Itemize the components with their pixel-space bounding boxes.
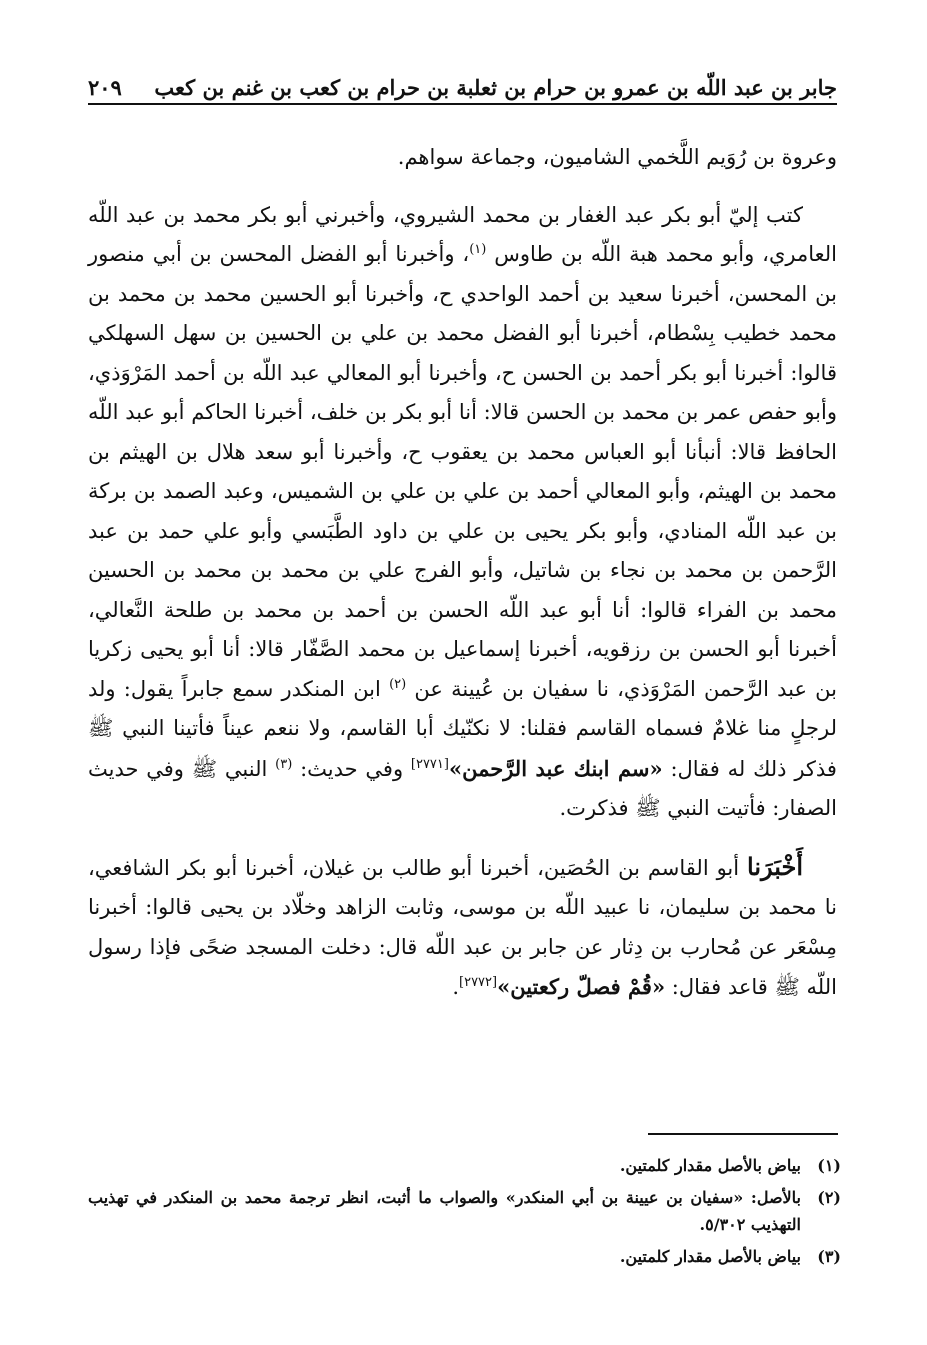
footnote-1 (88, 1152, 841, 1179)
footnote-separator (648, 1133, 838, 1135)
footnote-ref-3: (٣) (275, 756, 293, 772)
footnote-2 (88, 1184, 841, 1238)
paragraph-3-text-a: أبو القاسم بن الحُصَين، أخبرنا أبو طالب بن غيلان، أخبرنا أبو بكر الشافعي، نا محمد بن سليمان، نا عبيد اللّه بن موسى، وثابت الزاهد وخلّاد بن يحيى قالوا: أخبرنا مِسْعَر عن مُحارب بن دِثار عن جابر بن عبد اللّه قال: دخلت المسجد ضحًى فإذا رسول اللّه ﷺ قاعد فقال: (88, 855, 837, 999)
hadith-quote-1: «سم ابنك عبد الرَّحمن» (448, 755, 663, 781)
paragraph-1: وعروة بن رُوَيم اللَّخمي الشاميون، وجماعة سواهم. (397, 145, 837, 169)
paragraph-2-text-a: كتب إليّ أبو بكر عبد الغفار بن محمد الشيروي، وأخبرني أبو بكر محمد بن عبد اللّه العامري، وأبو محمد هبة اللّه بن طاوس (88, 202, 837, 266)
hadith-number-1: [٢٧٧١] (410, 756, 449, 772)
hadith-quote-2: «قُمْ فصلّ ركعتين» (497, 974, 666, 999)
paragraph-2-text-b: ، وأخبرنا أبو الفضل المحسن بن أبي منصور بن المحسن، أخبرنا سعيد بن أحمد الواحدي ح، وأخبرنا أبو الحسين محمد بن محمد بن محمد خطيب بِسْطام، أخبرنا أبو الفضل محمد بن علي بن الحسين بن سهل السهلكي قالوا: أخبرنا أبو بكر أحمد بن الحسن ح، وأخبرنا أبو المعالي عبد اللّه بن أحمد المَرْوَذي، وأبو حفص عمر بن محمد بن الحسن قالا: أنا أبو بكر بن خلف، أخبرنا الحاكم أبو عبد اللّه الحافظ قالا: أنبأنا أبو العباس محمد بن يعقوب ح، وأخبرنا أبو سعد هلال بن الهيثم بن محمد بن الهيثم، وأبو المعالي أحمد بن علي بن علي بن الشميس، وعبد الصمد بن بركة بن عبد اللّه المنادي، وأبو بكر يحيى بن علي بن داود الطَّبَسي وأبو علي حمد بن عبد الرَّحمن بن محمد بن نجاء بن شاتيل، وأبو الفرج علي بن محمد بن محمد بن الحسين محمد بن الفراء قالوا: أنا أبو عبد اللّه الحسن بن أحمد بن محمد بن طلحة النَّعالي، أخبرنا أبو الحسن بن رزقويه، أخبرنا إسماعيل بن محمد الصَّفّار قالا: أنا أبو يحيى زكريا بن عبد الرَّحمن المَرْوَذي، نا سفيان بن عُيينة عن (88, 242, 838, 701)
footnote-3-text: بياض بالأصل مقدار كلمتين. (619, 1247, 801, 1266)
footnote-2-number: (٢) (817, 1188, 841, 1207)
paragraph-2 (88, 196, 837, 829)
page-number: ٢٠٩ (88, 75, 122, 100)
paragraph-2-text-c: ابن المنكدر سمع جابراً يقول: ولد لرجلٍ منا غلامٌ فسماه القاسم فقلنا: لا نكنّيك أبا القاسم، ولا ننعم عيناً فأتينا النبي ﷺ فذكر ذلك له فقال: (88, 676, 837, 781)
hadith-number-2: [٢٧٧٢] (459, 975, 498, 990)
paragraph-3-end: . (452, 975, 460, 999)
main-text (88, 138, 837, 1008)
footnote-ref-2: (٢) (389, 676, 407, 692)
footnote-2-text: بالأصل: «سفيان بن عيينة بن أبي المنكدر» والصواب ما أثبت، انظر ترجمة محمد بن المنكدر في تهذيب التهذيب ٥/٣٠٢. (88, 1188, 801, 1234)
paragraph-3-lead: أَخْبَرَنا (747, 851, 803, 881)
header-rule (88, 103, 837, 105)
paragraph-2-text-e: النبي ﷺ وفي حديث الصفار: فأتيت النبي ﷺ فذكرت. (88, 756, 837, 820)
paragraph-3 (88, 847, 837, 1008)
footnote-ref-1: (١) (469, 242, 487, 257)
footnote-3 (88, 1243, 841, 1270)
footnote-1-number: (١) (817, 1156, 841, 1175)
paragraph-2-text-d: وفي حديث: (292, 756, 411, 781)
running-title: جابر بن عبد اللّه بن عمرو بن حرام بن ثعلبة بن حرام بن كعب بن غنم بن كعب (154, 75, 837, 100)
footnotes (88, 1152, 841, 1270)
running-header (88, 70, 837, 100)
footnote-3-number: (٣) (817, 1247, 841, 1266)
footnote-1-text: بياض بالأصل مقدار كلمتين. (619, 1156, 801, 1175)
